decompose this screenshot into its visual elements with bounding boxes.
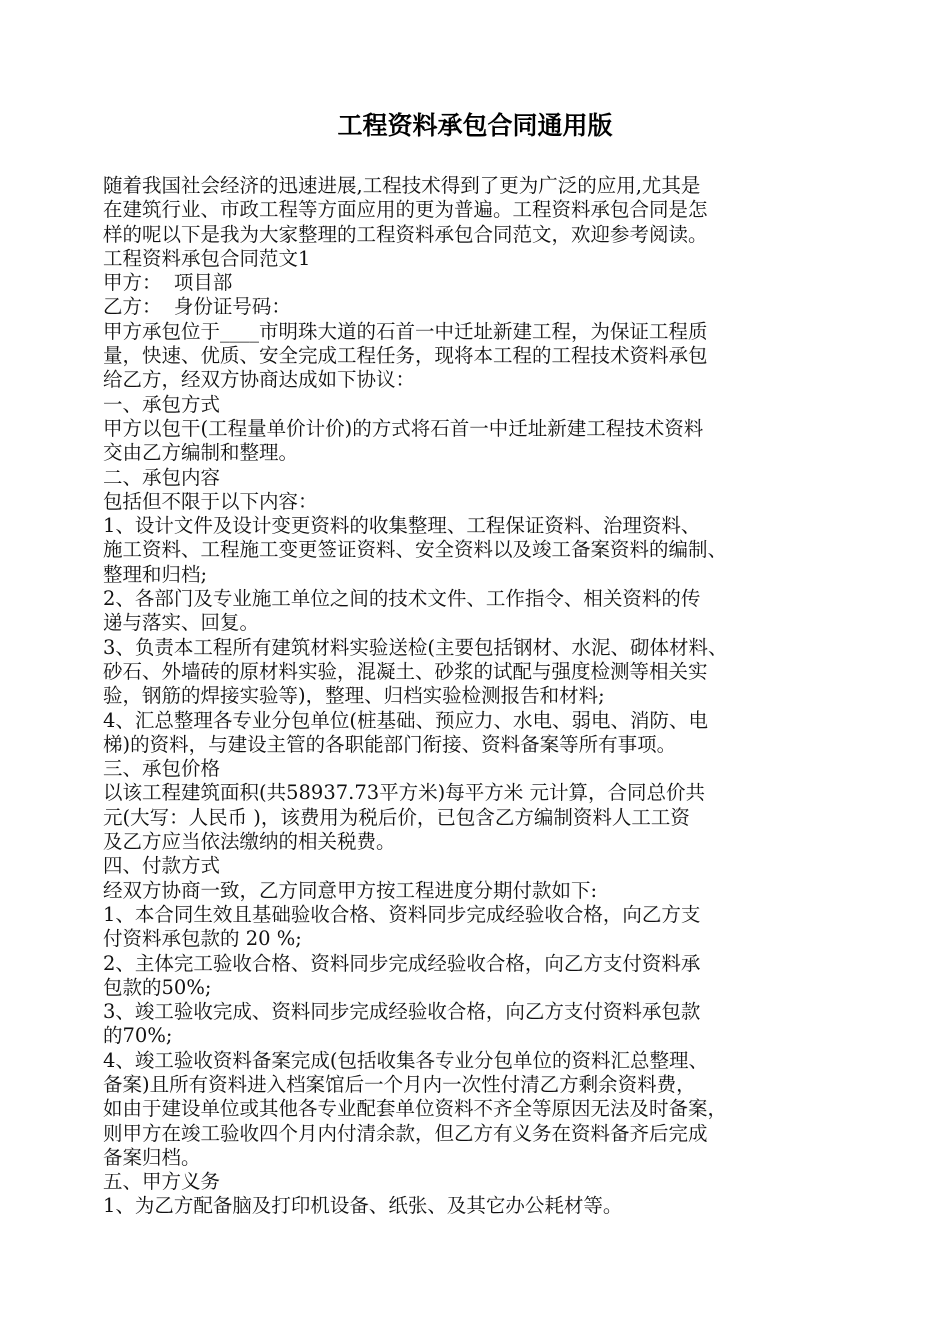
body-line: 1、本合同生效且基础验收合格、资料同步完成经验收合格，向乙方支 [103, 902, 701, 926]
body-line: 五、甲方义务 [103, 1170, 221, 1194]
body-line: 砂石、外墙砖的原材料实验，混凝土、砂浆的试配与强度检测等相关实 [103, 659, 708, 683]
body-line: 包款的50%; [103, 975, 212, 999]
body-line: 四、付款方式 [103, 854, 221, 878]
document-body [103, 174, 863, 1219]
body-line: 在建筑行业、市政工程等方面应用的更为普遍。工程资料承包合同是怎 [103, 198, 708, 222]
body-line: 二、承包内容 [103, 465, 221, 489]
body-line: 付资料承包款的 20 %; [103, 927, 302, 951]
body-line: 样的呢以下是我为大家整理的工程资料承包合同范文，欢迎参考阅读。 [103, 222, 708, 246]
body-line: 备案)且所有资料进入档案馆后一个月内一次性付清乙方剩余资料费， [103, 1072, 696, 1096]
body-line: 三、承包价格 [103, 757, 221, 781]
body-line: 甲方承包位于____市明珠大道的石首一中迁址新建工程，为保证工程质 [103, 319, 708, 343]
body-line: 施工资料、工程施工变更签证资料、安全资料以及竣工备案资料的编制、 [103, 538, 728, 562]
body-line: 工程资料承包合同范文1 [103, 246, 311, 270]
body-line: 递与落实、回复。 [103, 611, 260, 635]
document-title: 工程资料承包合同通用版 [337, 111, 613, 140]
body-line: 3、负责本工程所有建筑材料实验送检(主要包括钢材、水泥、砌体材料、 [103, 635, 728, 659]
body-line: 则甲方在竣工验收四个月内付清余款，但乙方有义务在资料备齐后完成 [103, 1121, 708, 1145]
body-line: 的70%; [103, 1024, 173, 1048]
body-line: 3、竣工验收完成、资料同步完成经验收合格，向乙方支付资料承包款 [103, 1000, 701, 1024]
body-line: 及乙方应当依法缴纳的相关税费。 [103, 830, 396, 854]
body-line: 4、竣工验收资料备案完成(包括收集各专业分包单位的资料汇总整理、 [103, 1048, 709, 1072]
body-line: 甲方： 项目部 [103, 271, 233, 295]
body-line: 一、承包方式 [103, 392, 221, 416]
body-line: 交由乙方编制和整理。 [103, 441, 299, 465]
body-line: 2、主体完工验收合格、资料同步完成经验收合格，向乙方支付资料承 [103, 951, 701, 975]
body-line: 4、汇总整理各专业分包单位(桩基础、预应力、水电、弱电、消防、电 [103, 708, 709, 732]
body-line: 随着我国社会经济的迅速进展,工程技术得到了更为广泛的应用,尤其是 [103, 174, 701, 197]
body-line: 元(大写：人民币 )，该费用为税后价，已包含乙方编制资料人工工资 [103, 805, 690, 829]
body-line: 甲方以包干(工程量单价计价)的方式将石首一中迁址新建工程技术资料 [103, 416, 704, 440]
body-line: 经双方协商一致，乙方同意甲方按工程进度分期付款如下: [103, 878, 598, 902]
body-line: 1、为乙方配备脑及打印机设备、纸张、及其它办公耗材等。 [103, 1194, 623, 1218]
body-line: 1、设计文件及设计变更资料的收集整理、工程保证资料、治理资料、 [103, 514, 701, 538]
body-line: 给乙方，经双方协商达成如下协议： [103, 368, 416, 392]
body-line: 如由于建设单位或其他各专业配套单位资料不齐全等原因无法及时备案， [103, 1097, 728, 1121]
body-line: 以该工程建筑面积(共58937.73平方米)每平方米 元计算，合同总价共 [103, 781, 705, 805]
body-line: 包括但不限于以下内容： [103, 489, 318, 513]
body-line: 梯)的资料，与建设主管的各职能部门衔接、资料备案等所有事项。 [103, 732, 677, 756]
body-line: 验，钢筋的焊接实验等)，整理、归档实验检测报告和材料; [103, 684, 605, 708]
body-line: 乙方： 身份证号码： [103, 295, 291, 319]
body-line: 整理和归档; [103, 562, 208, 586]
body-line: 量，快速、优质、安全完成工程任务，现将本工程的工程技术资料承包 [103, 344, 708, 368]
body-line: 2、各部门及专业施工单位之间的技术文件、工作指令、相关资料的传 [103, 587, 701, 611]
body-line: 备案归档。 [103, 1145, 201, 1169]
